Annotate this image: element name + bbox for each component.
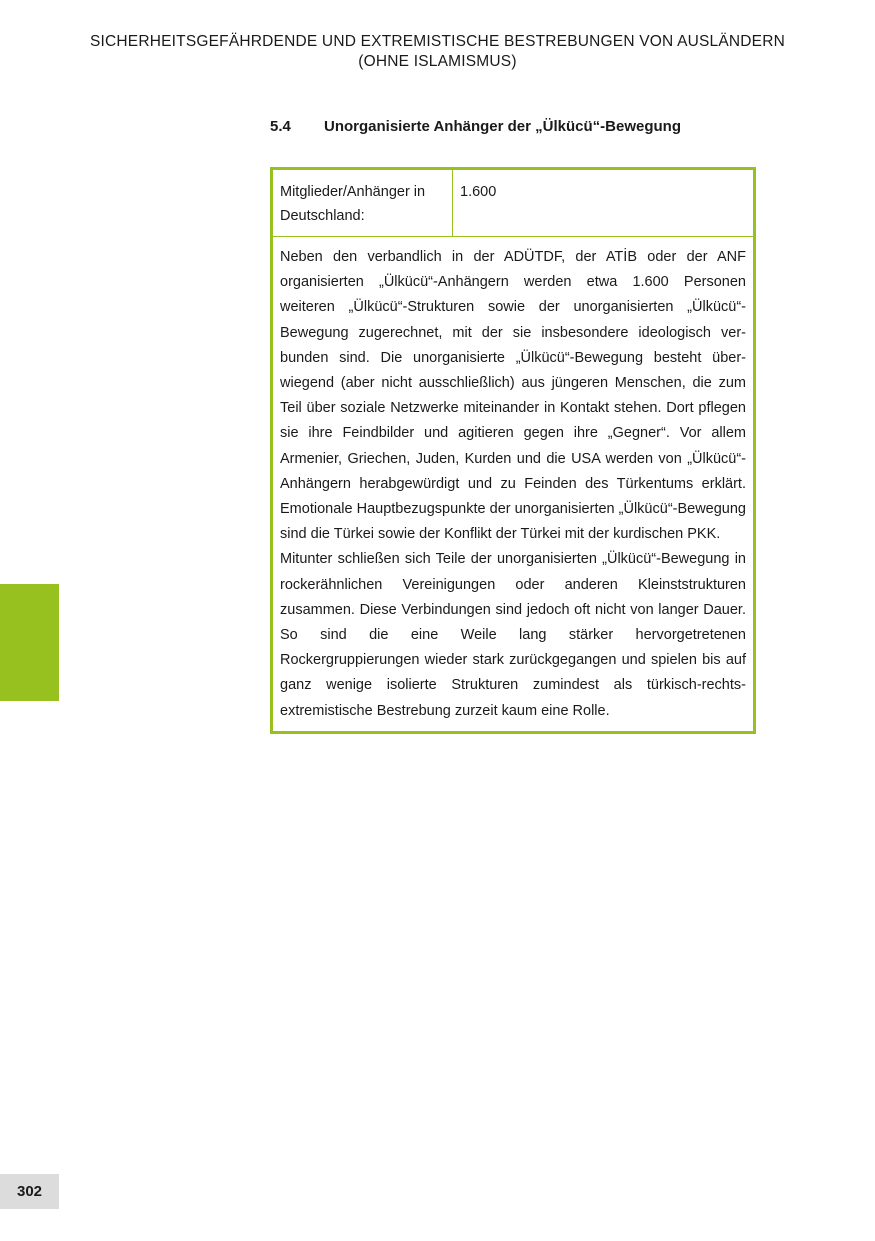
member-count-value: 1.600 (460, 184, 497, 200)
body-paragraph: Mitunter schließen sich Teile der unorganisierten „Ülkücü“-Bewegung in rockerähnlichen Vereinigungen oder anderen Kleinststrukturen zusammen. Diese Verbindungen sind jedoch oft nicht von langer Dauer. So sind die eine Weile lang stärker hervorgetretenen Rockergruppierungen wieder stark zurückgegangen und spielen bis auf ganz wenige isolierte Strukturen zumindest als türkisch-rechtsextremistische Bestrebung zurzeit kaum eine Rolle. (280, 551, 746, 719)
member-count-row (273, 170, 753, 237)
info-box-body (273, 237, 753, 731)
chapter-tab-marker (0, 584, 59, 701)
section-number: 5.4 (270, 118, 291, 135)
info-box (270, 167, 756, 734)
running-header (0, 32, 875, 72)
running-header-line-2: (OHNE ISLAMISMUS) (358, 53, 517, 70)
body-paragraph: Neben den verbandlich in der ADÜTDF, der ATİB oder der ANF organisierten „Ülkücü“-Anhängern werden etwa 1.600 Personen weiteren „Ülkücü“-Strukturen sowie der unorganisierten „Ülkücü“-Bewegung zugerechnet, mit der sie insbesondere ideologisch verbunden sind. Die unorganisierte „Ülkücü“-Bewegung besteht überwiegend (aber nicht ausschließlich) aus jüngeren Menschen, die zum Teil über soziale Netzwerke miteinander in Kontakt stehen. Dort pflegen sie ihre Feindbilder und agitieren gegen ihre „Gegner“. Vor allem Armenier, Griechen, Juden, Kurden und die USA werden von „Ülkücü“-Anhängern herabgewürdigt und zu Feinden des Türkentums erklärt. Emotionale Hauptbezugspunkte der unorganisierten „Ülkücü“-Bewegung sind die Türkei sowie der Konflikt der Türkei mit der kurdischen PKK. (280, 249, 746, 543)
page-number: 302 (0, 1174, 59, 1209)
section-heading (270, 117, 681, 137)
section-title: Unorganisierte Anhänger der „Ülkücü“-Bewegung (324, 118, 681, 135)
running-header-line-1: SICHERHEITSGEFÄHRDENDE UND EXTREMISTISCHE BESTREBUNGEN VON AUSLÄNDERN (89, 33, 786, 50)
member-count-label: Mitglieder/Anhänger in Deutschland: (273, 170, 453, 236)
